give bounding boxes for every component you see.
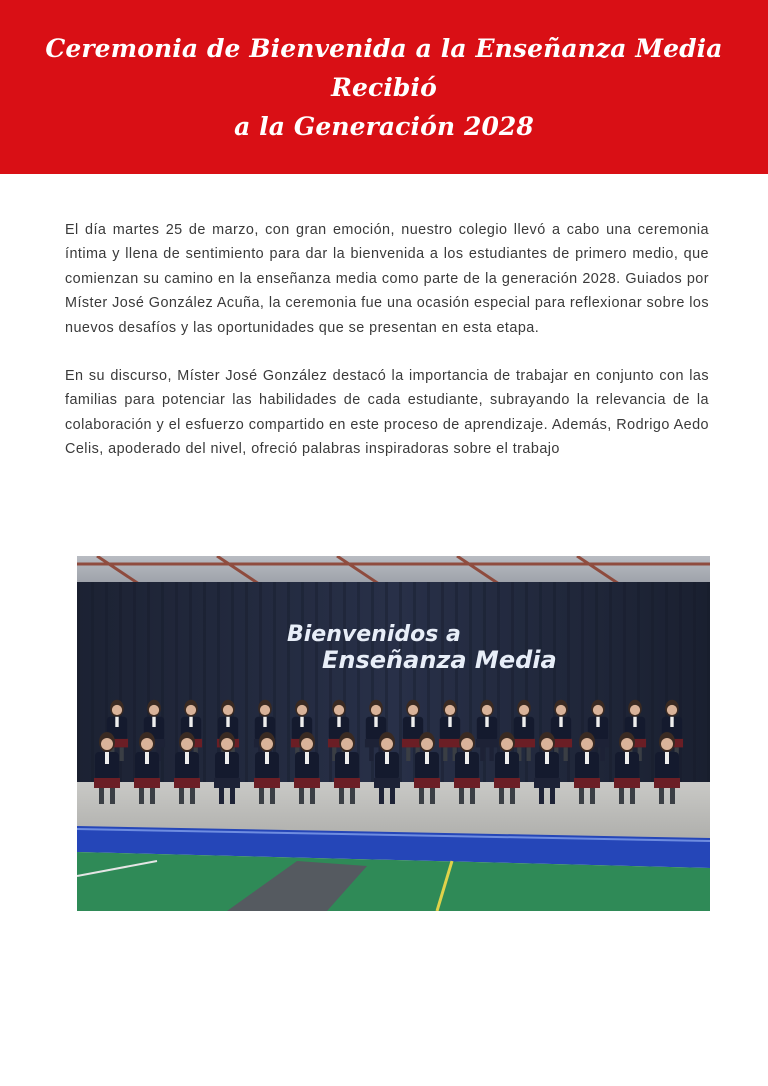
article-title (40, 29, 728, 146)
title-line-2: a la Generación 2028 (234, 111, 534, 141)
backdrop-text-1: Bienvenidos a (287, 622, 461, 647)
title-line-1: Ceremonia de Bienvenida a la Enseñanza Media Recibió (45, 33, 723, 102)
paragraph-2: En su discurso, Míster José González destacó la importancia de trabajar en conjunto con las familias para potenciar las habilidades de cada estudiante, subrayando la relevancia de la colaboración y el esfuerzo compartido en este proceso de aprendizaje. Además, Rodrigo Aedo Celis, apoderado del nivel, ofreció palabras inspiradoras sobre el trabajo (65, 368, 709, 458)
paragraph-1: El día martes 25 de marzo, con gran emoción, nuestro colegio llevó a cabo una ceremonia íntima y llena de sentimiento para dar la bienvenida a los estudiantes de primero medio, que comienzan su camino en la enseñanza media como parte de la generación 2028. Guiados por Míster José González Acuña, la ceremonia fue una ocasión especial para reflexionar sobre los nuevos desafíos y las oportunidades que se presentan en esta etapa. (65, 222, 709, 336)
ceremony-photo (77, 556, 710, 911)
header-banner (0, 0, 768, 174)
ceremony-photo-illustration (77, 556, 710, 911)
backdrop-text-2: Enseñanza Media (322, 646, 557, 674)
article-body (65, 218, 709, 486)
